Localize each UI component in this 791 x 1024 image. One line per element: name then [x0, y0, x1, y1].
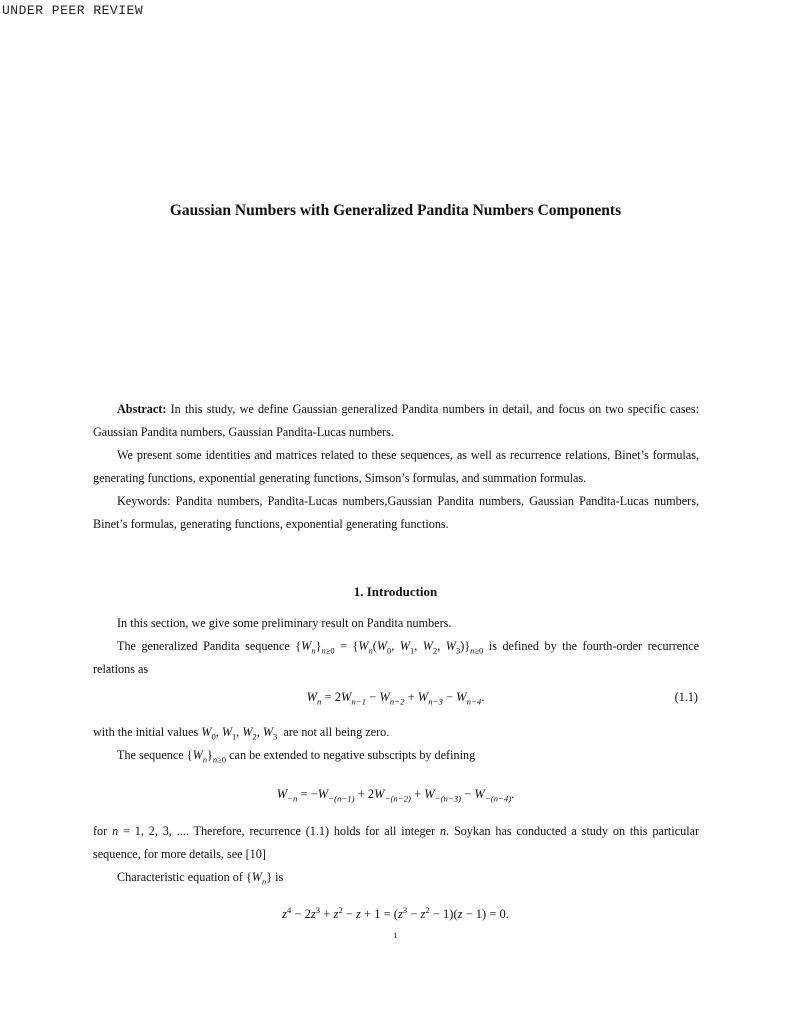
- intro-paragraph-2: The generalized Pandita sequence $\{W_n\}_{n\ge 0} = \{W_n(W_0$, $W_1$, $W_2$, $W_3)\}_{n\ge 0}$ is defined by the fourth-order recurrence relations as: [93, 639, 700, 676]
- equation-negative-subscripts: $W_{-n} = -W_{-(n-1)} + 2W_{-(n-2)} + W_{-(n-3)} - W_{-(n-4)}$.: [276, 787, 515, 804]
- abstract-paragraph-2: We present some identities and matrices related to these sequences, as well as recurrence relations, Binet’s formulas, generating functions, exponential generating functions, Simson’s formulas, and summation formulas.: [93, 448, 699, 485]
- intro-text: The generalized Pandita sequence: [117, 639, 290, 653]
- abstract-paragraph: [93, 398, 699, 444]
- intro-block-1: [93, 612, 699, 681]
- intro-text: for: [93, 824, 108, 838]
- abstract-block: [93, 398, 699, 536]
- intro-paragraph-6: Characteristic equation of $\{W_n\}$ is: [117, 870, 284, 887]
- intro-text: Soykan has conducted a study on this particular sequence, for more details, see [10]: [93, 824, 700, 861]
- intro-text: is defined by the fourth-order recurrence relations as: [93, 639, 700, 676]
- intro-paragraph-1: In this section, we give some preliminary result on Pandita numbers.: [117, 616, 452, 630]
- intro-text: Characteristic equation of: [117, 870, 243, 884]
- intro-text: are not all being zero.: [283, 725, 390, 739]
- paper-title: Gaussian Numbers with Generalized Pandita Numbers Components: [169, 202, 622, 219]
- intro-text: The sequence: [117, 748, 184, 762]
- intro-paragraph-5: for n = 1, 2, 3, .... Therefore, recurrence (1.1) holds for all integer n. Soykan has conducted a study on this particular sequence, for more details, see [10]: [93, 824, 700, 861]
- intro-text: Therefore, recurrence (1.1) holds for all integer: [193, 824, 436, 838]
- intro-text: is: [275, 870, 284, 884]
- abstract-text: In this study, we define Gaussian generalized Pandita numbers in detail, and focus on two specific cases: Gaussian Pandita numbers, Gaussian Pandita-Lucas numbers.: [93, 402, 700, 439]
- intro-block-2: [93, 721, 699, 767]
- intro-text: can be extended to negative subscripts by defining: [229, 748, 476, 762]
- intro-text: with the initial values: [93, 725, 199, 739]
- keywords: Keywords: Pandita numbers, Pandita-Lucas numbers,Gaussian Pandita numbers, Gaussian Pandita-Lucas numbers, Binet’s formulas, generating functions, exponential generating functions.: [93, 494, 699, 531]
- section-heading: 1. Introduction: [353, 584, 438, 599]
- intro-block-3: [93, 820, 699, 889]
- intro-paragraph-4: The sequence $\{W_n\}_{n\ge 0}$ can be extended to negative subscripts by defining: [117, 748, 476, 765]
- abstract-label: Abstract:: [117, 402, 167, 416]
- under-review-watermark: UNDER PEER REVIEW: [2, 3, 144, 18]
- equation-number: (1.1): [674, 690, 698, 704]
- characteristic-equation: $z^4 - 2z^3 + z^2 - z + 1 = (z^3 - z^2 - 1)(z - 1) = 0$.: [282, 904, 509, 921]
- page-number: 1: [393, 930, 398, 940]
- equation-1-1: $W_n = 2W_{n-1} - W_{n-2} + W_{n-3} - W_{n-4}$.: [306, 690, 485, 707]
- intro-paragraph-3: with the initial values $W_0$, $W_1$, $W_2$, $W_3$ are not all being zero.: [93, 725, 390, 742]
